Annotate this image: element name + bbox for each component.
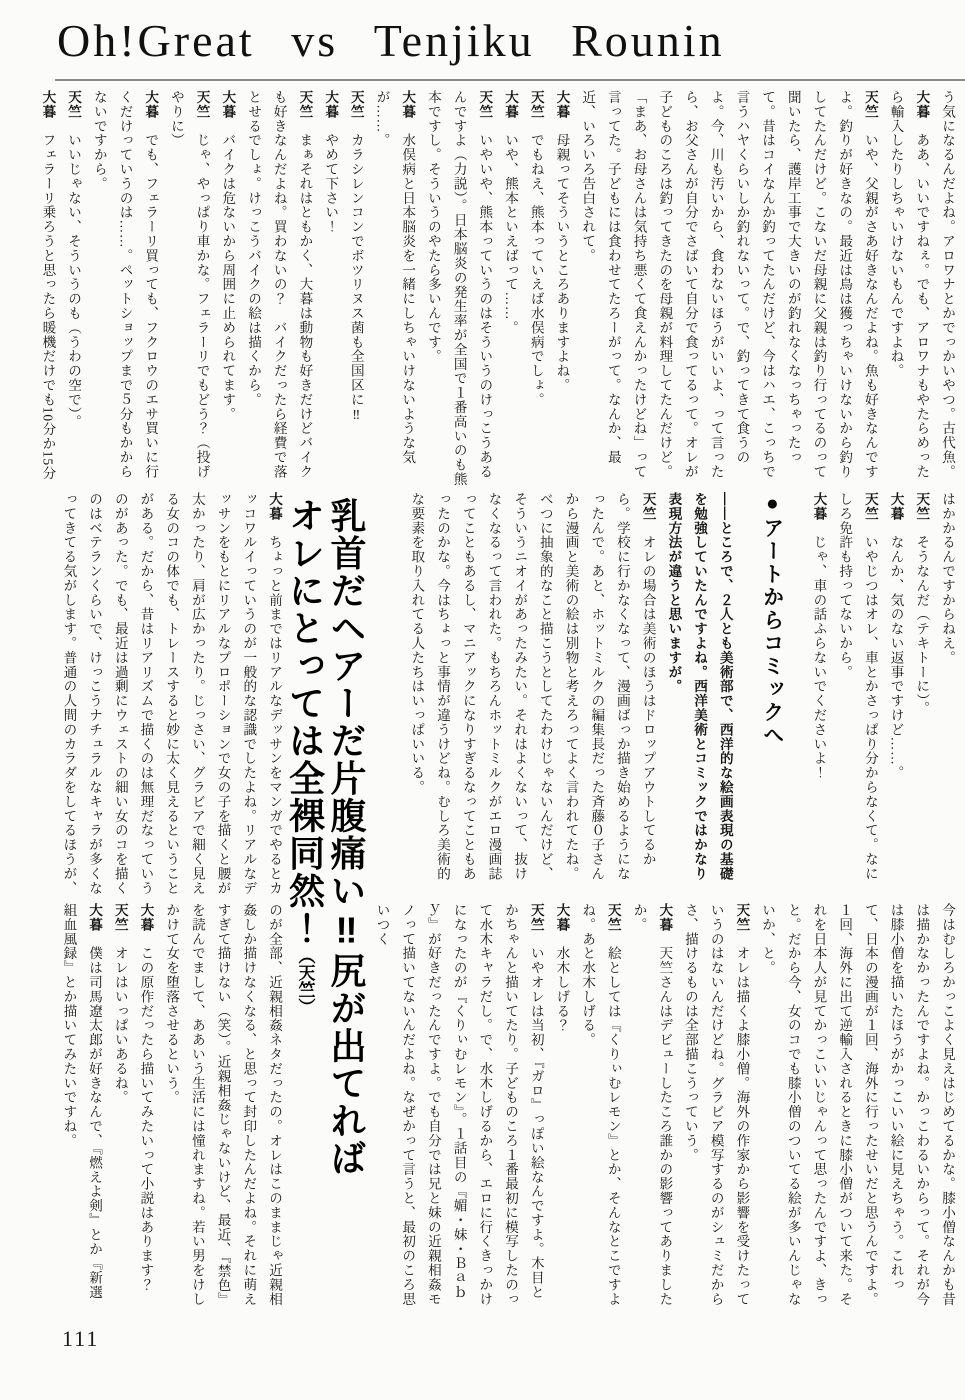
title-rule [55,79,965,81]
speaker-label: 天竺 [194,90,210,119]
dialogue-turn: 大暮 僕は司馬遼太郎が好きなんで、『燃えよ剣』とか『新選組血風録』とか描いてみたいですね。 [61,903,103,1300]
dialogue-turn: 天竺 絵としては『くりぃむレモン』とか、そんなとこですよね。あと水木しげる。 [580,903,621,1307]
dialogue-band-bottom-left [55,903,287,1310]
speaker-label: 大暮 [323,90,339,119]
dialogue-turn: 天竺 カラシレンコンでボツリヌス菌も全国区に‼ [348,90,364,423]
section-header: ●アートからコミックへ [760,492,784,747]
pull-quote-line-2 [284,497,326,1197]
speaker-label: 大暮 [657,903,673,932]
dialogue-band-middle-left [55,492,287,898]
dialogue-turn: 大暮 じゃ、車の話ふらないでくださいよ！ [811,492,827,781]
dialogue-turn: 大暮 天竺さんはデビューしたころ誰かの影響ってありましたか。 [631,903,673,1307]
speaker-label: 大暮 [554,90,570,119]
dialogue-turn: 天竺 いやオレは当初、『ガロ』っぽい絵なんですよ。木目とかちゃんと描いてたり。子どものころ１番最初に模写したのって水木キャラだし。で、水木しげるから、エロに行くきっかけになったのが『くりぃむレモン』。１話目の『媚・妹・Ｂａｂｙ』が好きだったんですよ。でも自分では兄と妹の近親相姦モノって描いてないんだよね。なぜかって言うと、最初のころ思いつく [374,903,544,1307]
speaker-label: 天竺 [605,903,621,932]
speaker-label: 大暮 [811,492,827,521]
speaker-label: 大暮 [87,903,103,932]
speaker-label: 天竺 [734,903,750,932]
speaker-label: 大暮 [914,90,930,119]
speaker-label: 大暮 [138,903,154,932]
dialogue-turn: 天竺 いや、父親がさあ好きなんだよね。魚も好きなんですよ。釣りが好きなの。最近は鳥は獲っちゃいけないから釣りしてたんだけど。こないだ母親に父親は釣り行ってるのって聞いたら、護岸工事で大きいのが釣れなくなっちゃったって。昔はコイなんか釣ってたんだけど、今はハエ、こっちで言うハヤくらいしか釣れないって。で、釣ってきて食うのよ。今、川も汚いから、食わないほうがいいよ、って言ったら、お父さんが自分でさばいて自分で食ってるって。オレが子どものころは釣ってきたのを母親が料理してたんだけど。「まあ、お母さんは気持ち悪くて食えんかったけどね」って言ってた。子どもには食わせてたろーがって。なんか、最近、いろいろ告白されて。 [580,90,878,479]
dialogue-turn: 大暮 フェラーリ乗ろうと思ったら暖機だけでも10分か15分 [40,90,56,481]
speaker-label: 天竺 [640,492,656,521]
dialogue-turn: 大暮 水俣病と日本脳炎を一緒にしちゃいけないような気が……。 [374,90,416,465]
dialogue-turn: う気になるんだよね。アロワナとかでっかいやつ。古代魚。 [940,90,955,479]
dialogue-turn: 大暮 なんか、気のない返事ですけど……。 [888,492,904,780]
dialogue-turn: 大暮 水木しげる？ [554,903,570,1033]
dialogue-turn: 大暮 ああ、いいですねぇ。でも、アロワナもやたらめったら輸入したりしちゃいけないもんですよね。 [888,90,930,479]
speaker-label: 天竺 [528,90,544,119]
dialogue-turn: 大暮 いや、熊本といえばって……。 [503,90,519,335]
speaker-label: 天竺 [914,492,930,521]
speaker-label: 天竺 [66,90,82,119]
page-title: Oh!Great vs Tenjiku Rounin [57,15,725,66]
speaker-label: 大暮 [267,492,282,521]
dialogue-turn: 天竺 いやじつはオレ、車とかさっぱり分からなくて。なにしろ免許も持ってないから。 [837,492,878,881]
dialogue-turn: 天竺 じゃ、やっぱり車かな。フェラーリでもどう？（投げやりに） [168,90,210,479]
speaker-label: 大暮 [143,90,159,119]
dialogue-turn: 大暮 やめて下さい！ [323,90,339,235]
speaker-label: 天竺 [862,90,878,119]
speaker-label: 大暮 [554,903,570,932]
speaker-label: 天竺 [112,903,128,932]
speaker-label: 天竺 [297,90,313,119]
dialogue-turn: はかかるんですからねえ。 [940,492,955,665]
dialogue-turn: 大暮 ちょっと前まではリアルなデッサンをマンガでやるとカッコワルイっていうのが一般的な認識でしたよね。リアルなデッサンをもとにリアルなプロポーションで女の子を描くと腰が太かったり、肩が広かったり。じっさい、グラビアで細く見える女のコの体でも、トレースすると妙に太く見えるということがある。だから、昔はリアリズムで描くのは無理だなっていうのがあった。でも、最近は過剰にウェストの細い女のコを描くのはベテランくらいで、けっこうナチュラルなキャラが多くなってきてる気がします。普通の人間のカラダをしてるほうが、 [61,492,282,896]
speaker-label: 天竺 [528,903,544,932]
dialogue-band-bottom-right [368,903,960,1310]
dialogue-turn: 天竺 そうなんだ（テキトーに）。 [914,492,930,716]
speaker-label: 大暮 [503,90,519,119]
interviewer-question: ――ところで、２人とも美術部で、西洋的な絵画表現の基礎を勉強していたんですよね。西洋美術とコミックではかなり表現方法が違うと思いますが。 [666,492,733,881]
dialogue-turn: 大暮 でも、フェラーリ買っても、フクロウのエサ買いに行くだけっていうのは……。ペットショップまで５分もかからないですから。 [91,90,159,479]
dialogue-turn: 大暮 バイクは危ないから周囲に止められてます。 [220,90,236,422]
dialogue-turn: 天竺 いいじゃない、そういうのも（うわの空で）。 [66,90,82,429]
dialogue-turn: 今はむしろかっこよく見えはじめてるかな。膝小僧なんかも昔は描かなかったんですよね。かっこわるいからって。それが今は膝小僧を描いたほうがかっこいい絵に見えちゃう。これって、日本の漫画が１回、海外に行ったせいだと思うんですよ。１回、海外に出て逆輸入されるときに膝小僧がついて来た。それを日本人が見てかっこいいじゃんって思ったんですよ、きっと。だから今、女のコでも膝小僧のついてる絵が多いんじゃないか、と。 [760,903,955,1307]
dialogue-turn: 天竺 まぁそれはともかく、大暮は動物も好きだけどバイクも好きなんだよね。買わないの？ バイクだったら経費で落とせるでしょ。けっこうバイクの絵は描くから。 [246,90,313,479]
speaker-label: 天竺 [477,90,493,119]
dialogue-turn: 天竺 いやいや、熊本っていうのはそういうのけっこうあるんですよ（力説）。日本脳炎の発生率が全国で１番高いのも熊本ですし。そういうのやたら多いんです。 [425,90,493,487]
dialogue-band-middle-right [368,492,960,895]
dialogue-turn: 天竺 オレは描くよ膝小僧。海外の作家から影響を受けたっていうのはないんだけどね。グラビア模写するのがシュミだからさ、描けるものは全部描こうっていう。 [682,903,750,1307]
pull-quote-line-2-text: オレにとっては全裸同然！ [284,497,326,947]
speaker-label: 大暮 [220,90,236,119]
speaker-label: 大暮 [400,90,416,119]
dialogue-turn: 天竺 でもねえ、熊本っていえば水俣病でしょ。 [528,90,544,407]
dialogue-turn: のが全部、近親相姦ネタだったの。オレはこのままじゃ近親相姦しか描けなくなる、と思って封印したんだよね。それに萌えすぎて描けない（笑）。近親相姦じゃないけど、最近、『禁色』を読んでまして、ああいう生活には憧れますね。若い男をけしかけて女を堕落させるという。 [164,903,282,1307]
pull-quote-attribution: （天竺） [295,947,315,1015]
dialogue-band-top [40,90,960,492]
speaker-label: 大暮 [40,90,56,119]
dialogue-turn: 天竺 オレはいっぱいあるね。 [112,903,128,1105]
dialogue-turn: 大暮 母親ってそういうところありますよね。 [554,90,570,393]
dialogue-turn: 大暮 この原作だったら描いてみたいって小説はあります？ [138,903,154,1292]
pull-quote-headline [281,497,367,1197]
dialogue-turn: 天竺 オレの場合は美術のほうはドロップアウトしてるから。学校に行かなくなって、漫画ばっか描き始めるようになったんで。あと、ホットミルクの編集長だった斉藤０子さんから漫画と美術の絵は別物と考えろってよく言われてたね。べつに抽象的なこと描こうとしてたわけじゃないんだけど、そういうニオイがあったみたい。それはよくないって、抜けなくなるって言われた。もちろんホットミルクがエロ漫画誌ってこともあるし、マニアックになりすぎるなってこともあったのかな。今はちょっと事情が違うけどね。むしろ美術的な要素を取り入れてる人たちはいっぱいいる。 [409,492,656,881]
page-number: 111 [62,1326,100,1351]
pull-quote-line-1: 乳首だヘアーだ片腹痛い‼尻が出てれば [326,497,367,1177]
speaker-label: 天竺 [862,492,878,521]
speaker-label: 大暮 [888,492,904,521]
speaker-label: 天竺 [348,90,364,119]
